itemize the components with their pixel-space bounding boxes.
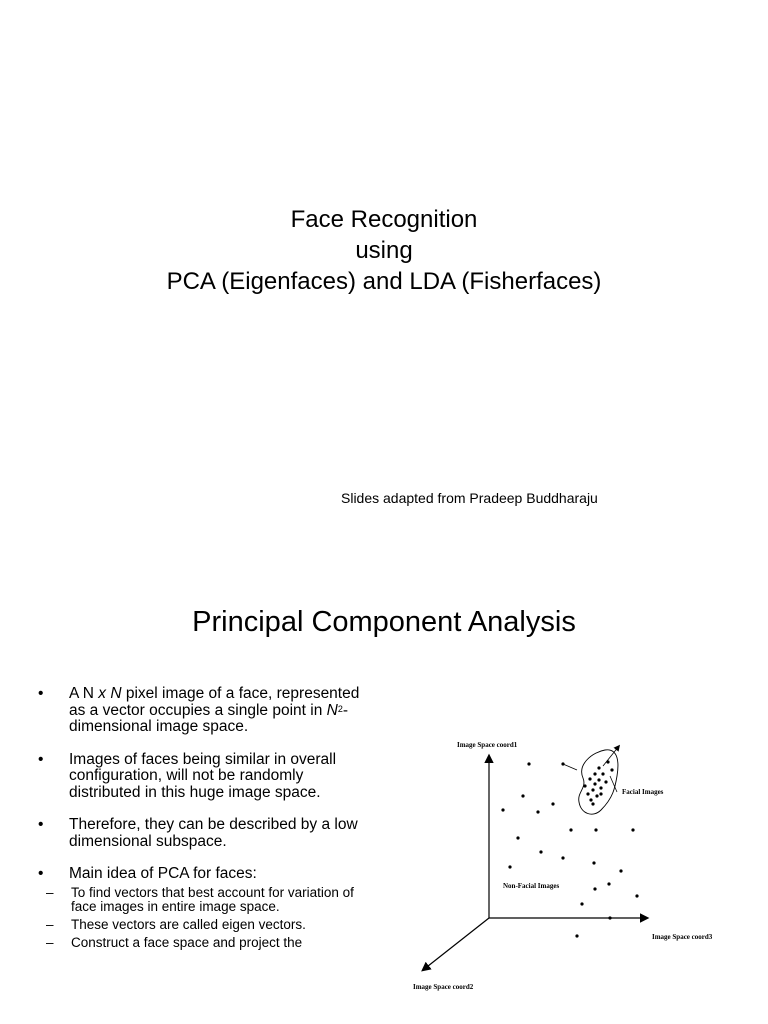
bullet-marker: •: [38, 750, 44, 768]
facial-cluster-outline: [579, 750, 618, 814]
bullet-item-4: [38, 866, 378, 883]
superscript: 2: [337, 703, 343, 714]
label-coord2: Image Space coord2: [413, 983, 474, 991]
title-line-1: Face Recognition: [290, 206, 478, 233]
image-space-diagram: [405, 734, 735, 1004]
bullet-text: Images of faces being similar in overall configuration, will not be randomly distributed in this huge image space.: [69, 750, 337, 801]
non-facial-points: [501, 762, 638, 937]
title-line-3: PCA (Eigenfaces) and LDA (Fisherfaces): [166, 268, 602, 295]
bullet-item-2: [38, 752, 378, 802]
bullet-item-3: [38, 817, 378, 850]
bullet-text: Main idea of PCA for faces:: [69, 865, 257, 882]
slide1-title: [0, 204, 768, 297]
label-non-facial-images: Non-Facial Images: [503, 882, 560, 890]
slide2-title: Principal Component Analysis: [192, 606, 576, 638]
bullet-text-italic: x N: [98, 685, 122, 702]
sub-item-text: Construct a face space and project the: [71, 934, 303, 950]
bullet-text-part: -dimensional image space.: [69, 701, 349, 735]
bullet-text-part: pixel image of a face, represented as a vector occupies a single point in: [69, 685, 360, 719]
bullet-marker: •: [38, 816, 44, 833]
sub-item-text: These vectors are called eigen vectors.: [71, 916, 306, 932]
bullet-marker: •: [38, 865, 44, 882]
bullet-text: Therefore, they can be described by a low dimensional subspace.: [69, 816, 358, 850]
facial-points: [583, 760, 613, 805]
dash-marker: –: [46, 934, 54, 950]
bullet-list: [38, 686, 378, 954]
dash-marker: –: [46, 916, 54, 932]
dash-marker: –: [46, 884, 54, 900]
label-coord1: Image Space coord1: [457, 741, 518, 749]
slide-credit: Slides adapted from Pradeep Buddharaju: [341, 490, 598, 506]
arrow-to-cluster: [563, 764, 577, 770]
title-line-2: using: [355, 237, 413, 264]
sub-item-2: [38, 918, 378, 932]
axis-coord2: [423, 918, 489, 970]
bullet-item-1: [38, 686, 378, 736]
label-coord3: Image Space coord3: [652, 933, 713, 941]
bullet-text-italic: N: [326, 701, 338, 719]
sub-item-3: [38, 936, 378, 950]
bullet-marker: •: [38, 685, 44, 702]
bullet-text-part: A N: [69, 685, 99, 702]
sub-item-text: To find vectors that best account for variation of face images in entire image space.: [71, 884, 354, 914]
sub-item-1: [38, 886, 378, 914]
label-facial-images: Facial Images: [622, 788, 664, 796]
